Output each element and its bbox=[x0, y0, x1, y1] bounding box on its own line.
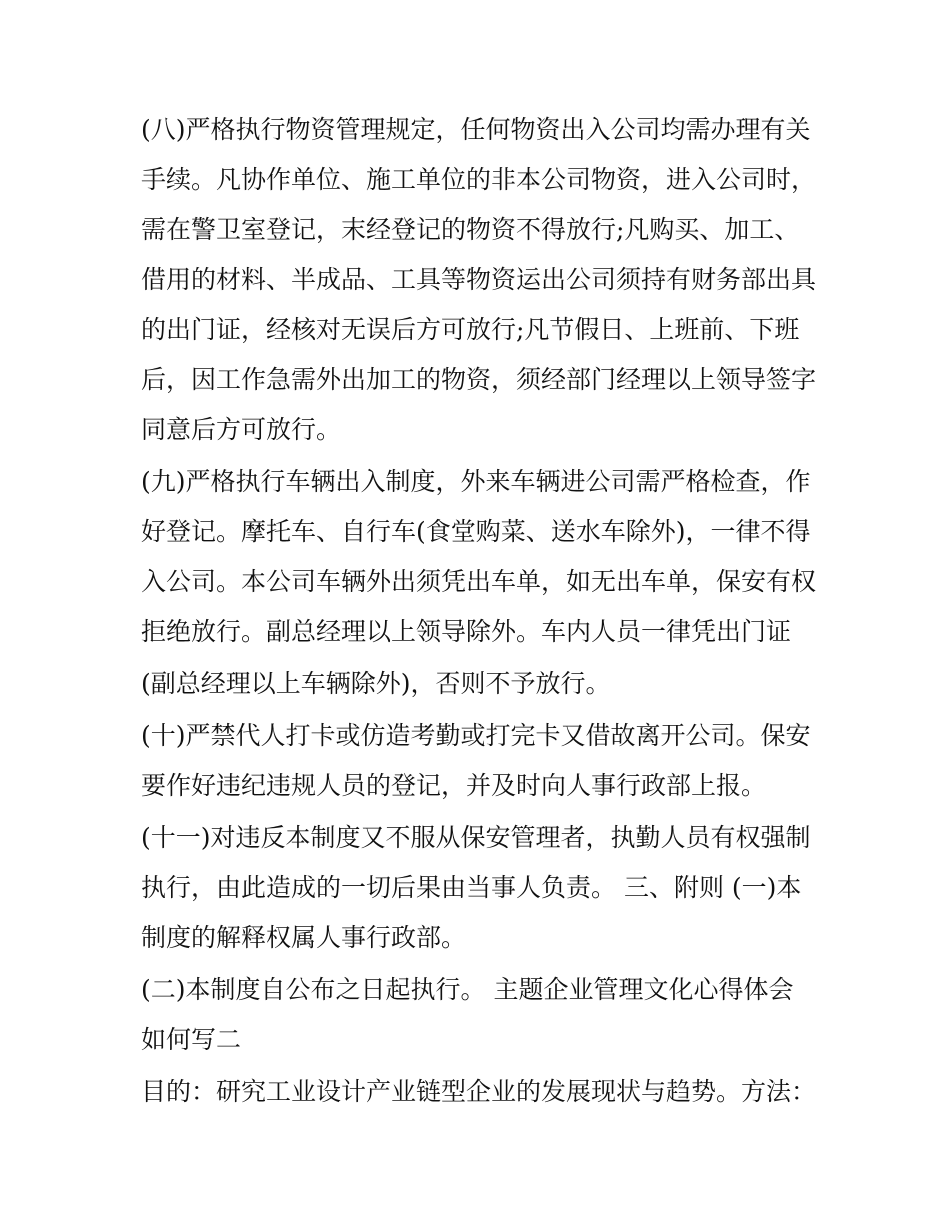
text-line: 同意后方可放行。 bbox=[141, 415, 342, 444]
text-line: (副总经理以上车辆除外)，否则不予放行。 bbox=[141, 669, 611, 698]
text-line: 后，因工作急需外出加工的物资，须经部门经理以上领导签字 bbox=[141, 365, 817, 394]
text-line: (九)严格执行车辆出入制度，外来车辆进公司需严格检查，作 bbox=[141, 467, 811, 496]
text-line: 借用的材料、半成品、工具等物资运出公司须持有财务部出具 bbox=[141, 265, 817, 294]
text-line: 的出门证，经核对无误后方可放行;凡节假日、上班前、下班 bbox=[141, 315, 800, 344]
text-line: 需在警卫室登记，末经登记的物资不得放行;凡购买、加工、 bbox=[141, 215, 800, 244]
text-line: 好登记。摩托车、自行车(食堂购菜、送水车除外)，一律不得 bbox=[141, 517, 811, 546]
text-line: 手续。凡协作单位、施工单位的非本公司物资，进入公司时， bbox=[141, 165, 817, 194]
text-line: 制度的解释权属人事行政部。 bbox=[141, 923, 467, 952]
text-line: 执行，由此造成的一切后果由当事人负责。 三、附则 (一)本 bbox=[141, 873, 802, 902]
text-line: 入公司。本公司车辆外出须凭出车单，如无出车单，保安有权 bbox=[141, 567, 817, 596]
text-line: 目的：研究工业设计产业链型企业的发展现状与趋势。方法： bbox=[141, 1077, 817, 1106]
text-line: (二)本制度自公布之日起执行。 主题企业管理文化心得体会 bbox=[141, 975, 794, 1004]
text-line: 要作好违纪违规人员的登记，并及时向人事行政部上报。 bbox=[141, 771, 767, 800]
text-line: (十)严禁代人打卡或仿造考勤或打完卡又借故离开公司。保安 bbox=[141, 721, 811, 750]
text-line: 如何写二 bbox=[141, 1025, 242, 1054]
text-line: 拒绝放行。副总经理以上领导除外。车内人员一律凭出门证 bbox=[141, 617, 792, 646]
text-line: (十一)对违反本制度又不服从保安管理者，执勤人员有权强制 bbox=[141, 823, 811, 852]
text-line: (八)严格执行物资管理规定，任何物资出入公司均需办理有关 bbox=[141, 115, 811, 144]
